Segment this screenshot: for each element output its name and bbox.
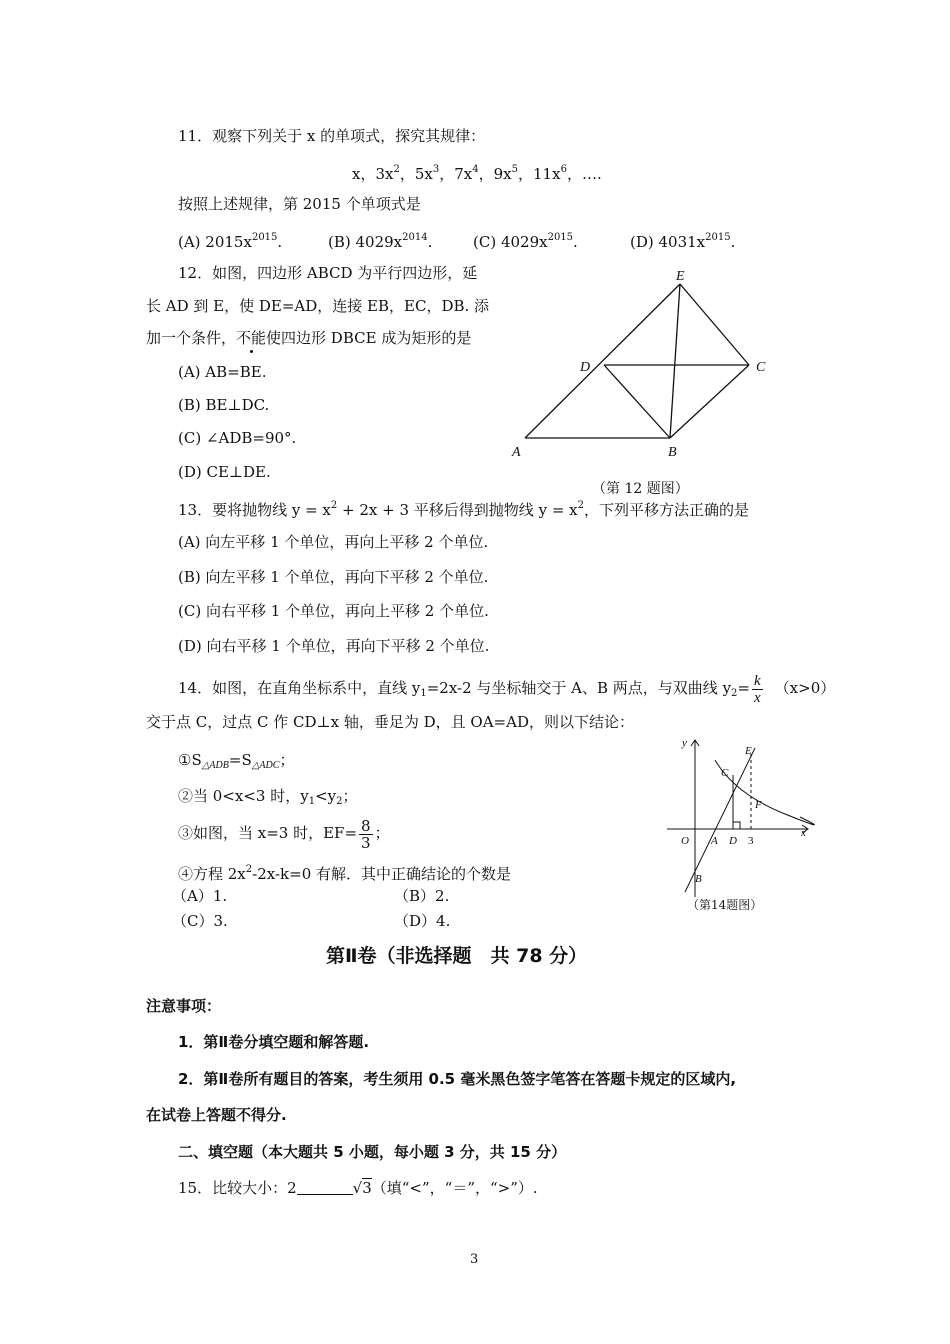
q11-option-c: (C) $4029x^{2015}$. [473, 232, 578, 251]
q13-option-a: (A) 向左平移 1 个单位，再向上平移 2 个单位. [178, 533, 489, 551]
label-b: B [668, 445, 677, 460]
notice-heading: 注意事项： [146, 997, 222, 1015]
q14-option-a: （A）1. [172, 887, 228, 905]
line-ec [680, 284, 749, 365]
q12-option-b: (B) BE⊥DC. [178, 396, 270, 414]
q11-option-d: (D) $4031x^{2015}$. [630, 232, 736, 251]
q12-line1: 12．如图，四边形 ABCD 为平行四边形，延 [178, 264, 478, 282]
section-title: 第Ⅱ卷（非选择题 共 78 分） [326, 945, 588, 967]
q14-conclusion-2: ②当 0<x<3 时，$y_1<y_2$； [178, 787, 358, 807]
label-e: E [745, 745, 752, 757]
label-y: y [682, 737, 687, 749]
q13-option-c: (C) 向右平移 1 个单位，再向上平移 2 个单位. [178, 602, 489, 620]
label-d: D [729, 835, 737, 847]
notice-2-cont: 在试卷上答题不得分. [146, 1106, 287, 1124]
q12-option-c: (C) ∠ADB=90°. [178, 429, 297, 447]
q13-option-d: (D) 向右平移 1 个单位，再向下平移 2 个单位. [178, 637, 490, 655]
label-a: A [711, 835, 718, 847]
q14-figure [665, 732, 815, 914]
q14-stem: 14．如图，在直角坐标系中，直线 $y_1=2x-2$ 与坐标轴交于 A、B 两点，与双曲线 $y_2=$ $\frac{k}{x}$ （x>0） [178, 672, 836, 706]
q14-option-c: （C）3. [172, 912, 228, 930]
q14-conclusion-4: ④方程 $2x^2-2x-k=0$ 有解．其中正确结论的个数是 [178, 864, 512, 883]
label-3: 3 [748, 835, 754, 847]
q14-line2: 交于点 C，过点 C 作 CD⊥x 轴，垂足为 D，且 OA=AD，则以下结论： [146, 713, 634, 731]
q14-conclusion-3: ③如图，当 x=3 时，EF= $\frac{8}{3}$ ； [178, 816, 390, 852]
label-d: D [580, 360, 591, 375]
q11-terms: x，$3x^2$，$5x^3$，$7x^4$，$9x^5$，$11x^6$，…. [352, 164, 602, 183]
q12-option-a: (A) AB=BE. [178, 363, 267, 381]
label-c: C [756, 360, 766, 375]
page-number: 3 [470, 1252, 479, 1267]
q13-option-b: (B) 向左平移 1 个单位，再向下平移 2 个单位. [178, 568, 489, 586]
q14-option-d: （D）4. [394, 912, 451, 930]
label-a: A [512, 445, 521, 460]
q11-prompt: 按照上述规律，第 2015 个单项式是 [178, 195, 421, 213]
q13-stem: 13．要将抛物线 $y = x^2 + 2x + 3$ 平移后得到抛物线 $y = x^2$，下列平移方法正确的是 [178, 500, 750, 519]
q14-caption: （第14题图） [687, 898, 763, 912]
right-angle-mark [733, 822, 740, 829]
hyperbola-y2 [715, 760, 814, 825]
label-o: O [681, 835, 689, 847]
fraction-k-over-x: $\frac{k}{x}$ [754, 672, 761, 706]
fill-blank-heading: 二、填空题（本大题共 5 小题，每小题 3 分，共 15 分） [178, 1143, 567, 1161]
q12-line2: 长 AD 到 E，使 DE=AD，连接 EB，EC，DB. 添 [146, 297, 490, 315]
sqrt-symbol: √ [352, 1179, 363, 1197]
line-ae [525, 284, 680, 438]
label-b: B [695, 873, 702, 885]
label-e: E [676, 269, 685, 284]
q11-option-b: (B) $4029x^{2014}$. [328, 232, 433, 251]
q14-option-b: （B）2. [394, 887, 450, 905]
q15-line: 15．比较大小：2 √3（填“<”，“＝”，“>”）. [178, 1179, 538, 1197]
q12-option-d: (D) CE⊥DE. [178, 463, 271, 481]
q11-option-a: (A) $2015x^{2015}$. [178, 232, 283, 251]
label-x: x [801, 827, 806, 839]
q12-figure [500, 268, 790, 500]
q11-stem: 11．观察下列关于 x 的单项式，探究其规律： [178, 127, 486, 145]
answer-blank[interactable] [297, 1180, 353, 1195]
notice-2: 2．第Ⅱ卷所有题目的答案，考生须用 0.5 毫米黑色签字笔答在答题卡规定的区域内, [178, 1070, 737, 1088]
notice-1: 1．第Ⅱ卷分填空题和解答题. [178, 1033, 370, 1051]
line-eb [670, 284, 680, 438]
label-f: F [755, 799, 762, 811]
q12-caption: （第 12 题图） [592, 481, 689, 497]
q12-line3: 加一个条件，不能使四边形 DBCE 成为矩形的是 [146, 329, 472, 347]
label-c: C [721, 767, 729, 779]
line-bc [670, 365, 749, 438]
line-db [604, 365, 670, 438]
q14-conclusion-1: $①S_{\triangle ADB}=S_{\triangle ADC}$； [178, 751, 295, 771]
